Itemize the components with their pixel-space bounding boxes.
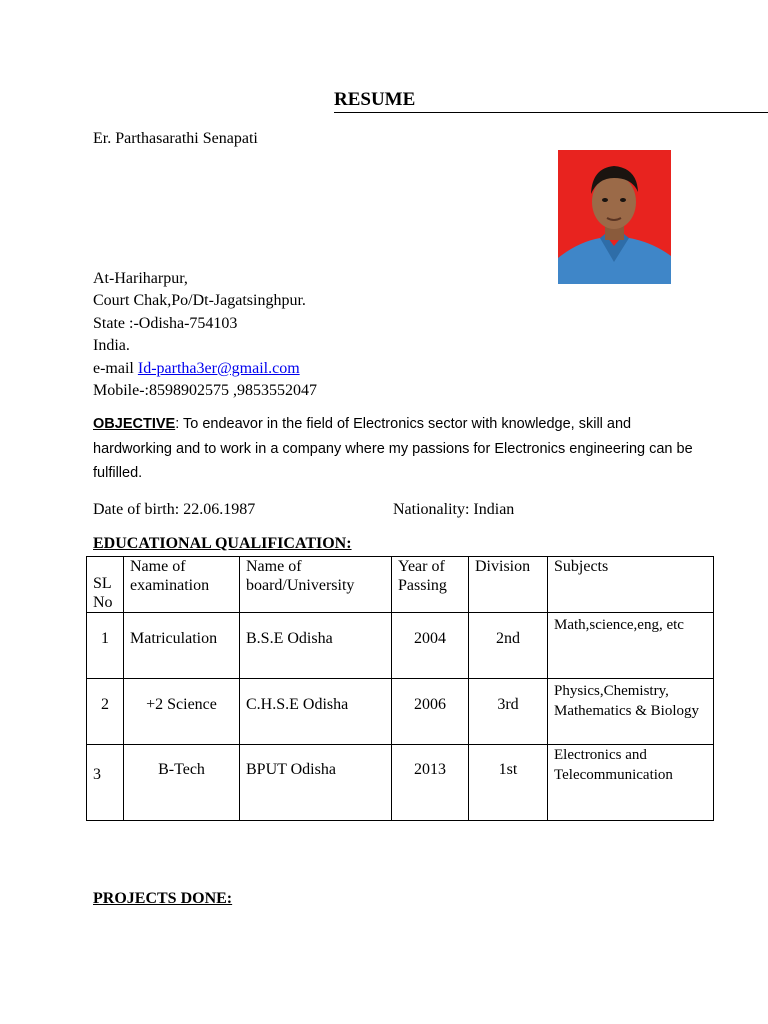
- title-rule: [334, 88, 768, 113]
- cell-examination: +2 Science: [124, 679, 240, 745]
- address-line-2: Court Chak,Po/Dt-Jagatsinghpur.: [93, 292, 306, 309]
- cell-board: B.S.E Odisha: [240, 613, 392, 679]
- education-heading: EDUCATIONAL QUALIFICATION:: [93, 535, 352, 552]
- cell-subjects: Physics,Chemistry, Mathematics & Biology: [548, 679, 714, 745]
- header-subjects: Subjects: [548, 557, 714, 613]
- cell-board: C.H.S.E Odisha: [240, 679, 392, 745]
- header-examination: Name of examination: [124, 557, 240, 613]
- cell-division: 2nd: [469, 613, 548, 679]
- header-year: Year of Passing: [392, 557, 469, 613]
- objective-text: To endeavor in the field of Electronics sector with knowledge, skill and hardworking and to work in a company where my passions for Electronics engineering can be fulfilled.: [93, 416, 693, 481]
- address-line-4: India.: [93, 337, 130, 354]
- email-link[interactable]: Id-partha3er@gmail.com: [137, 360, 300, 377]
- objective-paragraph: [93, 412, 703, 486]
- candidate-name: Er. Parthasarathi Senapati: [93, 130, 258, 147]
- cell-division: 3rd: [469, 679, 548, 745]
- cell-year: 2004: [392, 613, 469, 679]
- objective-colon: :: [175, 416, 183, 432]
- cell-board: BPUT Odisha: [240, 745, 392, 821]
- address-line-3: State :-Odisha-754103: [93, 315, 238, 332]
- table-row: [87, 745, 714, 821]
- mobile-numbers: Mobile-:8598902575 ,9853552047: [93, 382, 317, 399]
- cell-examination: Matriculation: [124, 613, 240, 679]
- cell-year: 2006: [392, 679, 469, 745]
- cell-examination: B-Tech: [124, 745, 240, 821]
- profile-photo: [558, 150, 671, 284]
- cell-sl: 1: [87, 613, 124, 679]
- cell-subjects: Math,science,eng, etc: [548, 613, 714, 679]
- address-line-1: At-Hariharpur,: [93, 270, 188, 287]
- page-title: RESUME: [334, 89, 416, 110]
- table-row: [87, 679, 714, 745]
- cell-year: 2013: [392, 745, 469, 821]
- table-header-row: [87, 557, 714, 613]
- education-table: [86, 556, 714, 821]
- date-of-birth: Date of birth: 22.06.1987: [93, 501, 256, 518]
- header-division: Division: [469, 557, 548, 613]
- cell-sl: 2: [87, 679, 124, 745]
- header-sl-no: SL No: [87, 557, 124, 613]
- email-label: e-mail: [93, 360, 134, 377]
- objective-label: OBJECTIVE: [93, 416, 176, 432]
- table-row: [87, 613, 714, 679]
- nationality: Nationality: Indian: [393, 501, 515, 518]
- cell-sl: 3: [87, 745, 124, 821]
- cell-division: 1st: [469, 745, 548, 821]
- email-row: [93, 358, 300, 380]
- cell-subjects: Electronics and Telecommunication: [548, 745, 714, 821]
- projects-heading: PROJECTS DONE:: [93, 890, 233, 907]
- header-board: Name of board/University: [240, 557, 392, 613]
